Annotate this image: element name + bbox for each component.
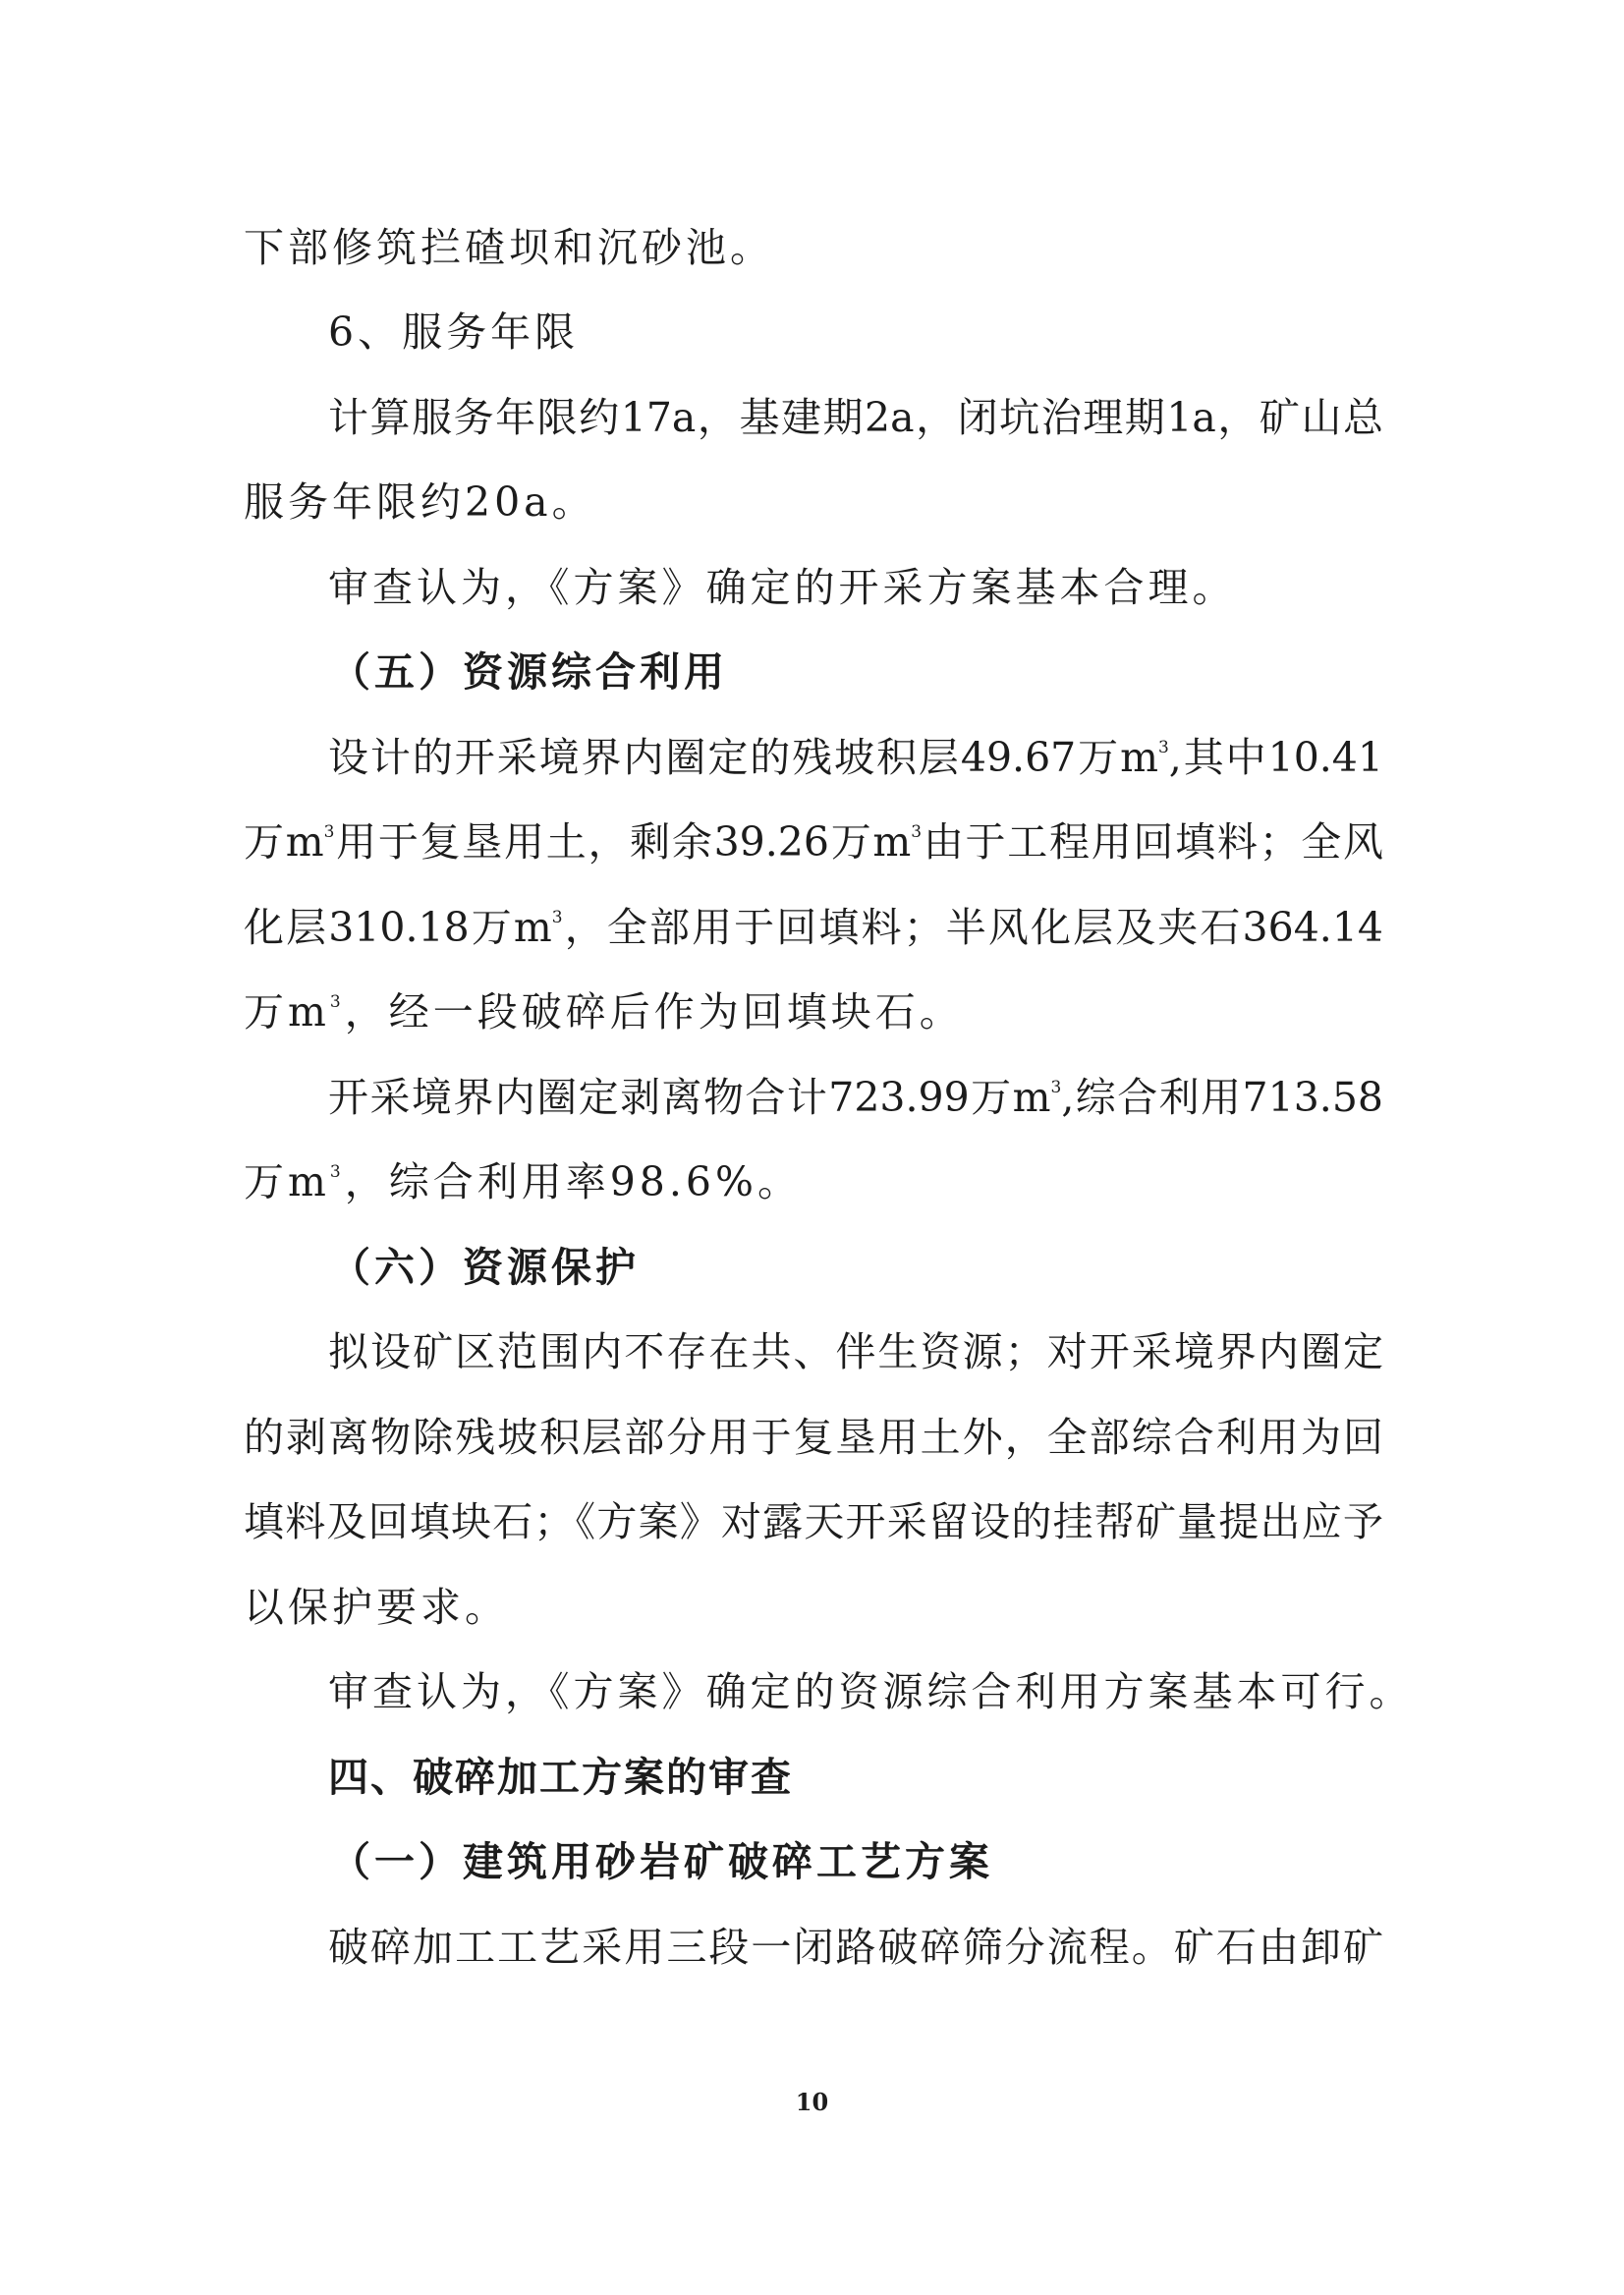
paragraph-line: 开采境界内圈定剥离物合计723.99万$m^3$,综合利用713.58 (328, 1074, 1383, 1121)
chapter-heading-crushing-review: 四、破碎加工方案的审查 (328, 1754, 793, 1801)
paragraph-line: 万$m^3$，经一段破碎后作为回填块石。 (244, 988, 964, 1036)
paragraph-line: 化层310.18万$m^3$，全部用于回填料；半风化层及夹石364.14 (244, 904, 1383, 951)
section-heading-resource-utilization: （五）资源综合利用 (330, 648, 728, 696)
paragraph-line: 以保护要求。 (244, 1584, 509, 1631)
paragraph-line: 下部修筑拦碴坝和沉砂池。 (244, 224, 774, 271)
page-number: 10 (795, 2088, 829, 2116)
paragraph-line: 计算服务年限约17a，基建期2a，闭坑治理期1a，矿山总 (328, 394, 1383, 441)
section-heading-crushing-process: （一）建筑用砂岩矿破碎工艺方案 (330, 1838, 993, 1885)
paragraph-line: 的剥离物除残坡积层部分用于复垦用土外，全部综合利用为回 (244, 1414, 1383, 1461)
review-conclusion: 审查认为，《方案》确定的开采方案基本合理。 (328, 564, 1237, 611)
paragraph-line: 万$m^3$，综合利用率98.6%。 (244, 1158, 802, 1205)
section-heading-resource-protection: （六）资源保护 (330, 1244, 640, 1291)
paragraph-line: 拟设矿区范围内不存在共、伴生资源；对开采境界内圈定 (328, 1328, 1383, 1375)
paragraph-line: 服务年限约20a。 (244, 478, 596, 526)
paragraph-line: 破碎加工工艺采用三段一闭路破碎筛分流程。矿石由卸矿 (328, 1924, 1383, 1971)
review-conclusion: 审查认为，《方案》确定的资源综合利用方案基本可行。 (328, 1668, 1414, 1715)
paragraph-line: 填料及回填块石；《方案》对露天开采留设的挂帮矿量提出应予 (244, 1498, 1383, 1545)
subsection-title-service-life: 6、服务年限 (328, 308, 580, 356)
paragraph-line: 万$m^3$用于复垦用土，剩余39.26万$m^3$由于工程用回填料；全风 (244, 818, 1384, 866)
paragraph-line: 设计的开采境界内圈定的残坡积层49.67万$m^3$,其中10.41 (328, 734, 1383, 781)
